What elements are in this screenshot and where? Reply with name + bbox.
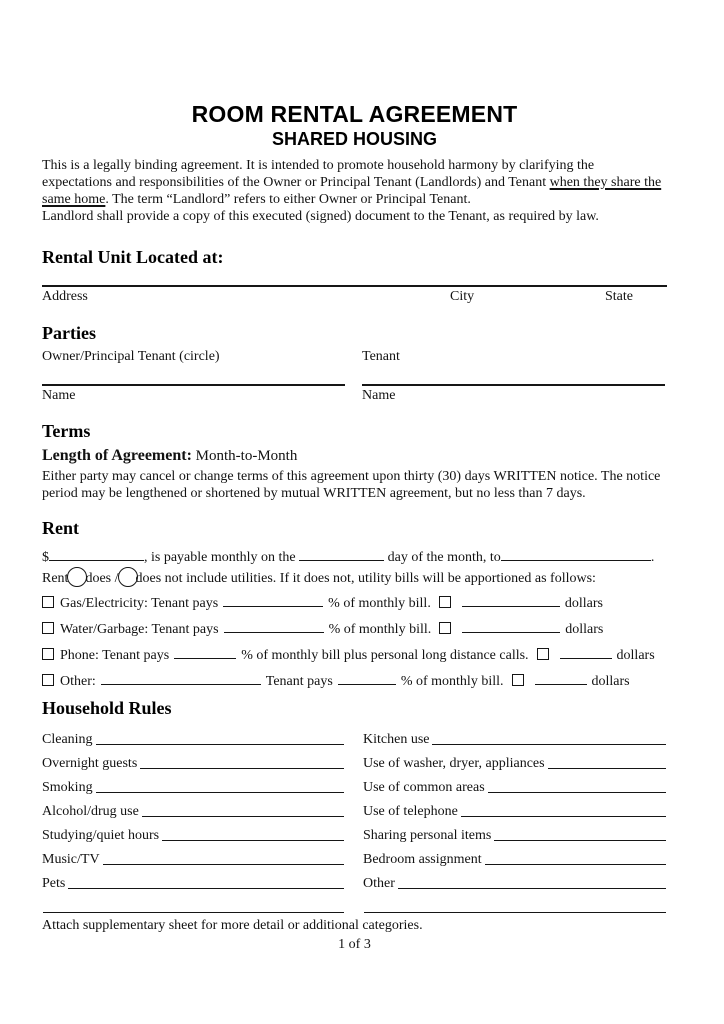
- utility-row-phone: [42, 646, 667, 664]
- gas-electricity-checkbox[interactable]: [42, 596, 54, 608]
- does-not-option-label: does not: [135, 571, 183, 586]
- name-labels-row: [42, 388, 667, 404]
- common-areas-label: Use of common areas: [363, 780, 485, 795]
- state-label: State: [605, 289, 633, 304]
- extra-rule-field-left[interactable]: [43, 912, 344, 913]
- rule-row: [42, 844, 667, 868]
- rent-amount-field[interactable]: [49, 548, 144, 561]
- water-percent-field[interactable]: [224, 620, 324, 633]
- rule-row: [42, 772, 667, 796]
- intro-text-after: . The term “Landlord” refers to either Owner or Principal Tenant.: [105, 192, 471, 207]
- intro-second-line: Landlord shall provide a copy of this executed (signed) document to the Tenant, as required by law.: [42, 209, 599, 224]
- cleaning-label: Cleaning: [42, 732, 93, 747]
- water-flat-amount-checkbox[interactable]: [439, 622, 451, 634]
- music-tv-label: Music/TV: [42, 852, 100, 867]
- water-garbage-label: Water/Garbage: Tenant pays: [60, 622, 219, 637]
- telephone-use-field[interactable]: [461, 816, 666, 817]
- gas-dollars-label: dollars: [564, 596, 603, 611]
- utility-row-water-garbage: [42, 620, 667, 638]
- owner-name-label: Name: [42, 388, 76, 403]
- section-heading-rent: Rent: [42, 518, 79, 538]
- other-flat-amount-checkbox[interactable]: [512, 674, 524, 686]
- tenant-name-line[interactable]: [362, 384, 665, 386]
- rule-row: [42, 820, 667, 844]
- section-heading-parties: Parties: [42, 323, 96, 343]
- cleaning-field[interactable]: [96, 744, 344, 745]
- option-separator: /: [111, 571, 119, 586]
- utilities-apportioned-text: include utilities. If it does not, utility bills will be apportioned as follows:: [182, 571, 596, 586]
- other-utility-name-field[interactable]: [101, 672, 261, 685]
- rent-amount-row: [42, 548, 667, 566]
- city-label: City: [450, 289, 475, 304]
- phone-percent-of-bill-text: % of monthly bill plus personal long distance calls.: [241, 648, 529, 663]
- document-subtitle: SHARED HOUSING: [271, 129, 437, 149]
- other-percent-field[interactable]: [338, 672, 396, 685]
- address-label: Address: [42, 289, 88, 304]
- cancellation-notice-paragraph: Either party may cancel or change terms of this agreement upon thirty (30) days WRITTEN notice. The notice period may be lengthened or shortened by mutual WRITTEN agreement, but no less than 7 days.: [42, 469, 661, 501]
- length-of-agreement-row: [42, 447, 667, 465]
- parties-labels-row: [42, 349, 667, 365]
- water-garbage-checkbox[interactable]: [42, 622, 54, 634]
- other-rule-field[interactable]: [398, 888, 666, 889]
- pets-field[interactable]: [68, 888, 344, 889]
- smoking-field[interactable]: [96, 792, 344, 793]
- does-not-circle-option[interactable]: [118, 567, 138, 587]
- phone-label: Phone: Tenant pays: [60, 648, 170, 663]
- gas-percent-of-bill-text: % of monthly bill.: [328, 596, 431, 611]
- section-heading-household-rules: Household Rules: [42, 698, 172, 718]
- rent-day-field[interactable]: [299, 548, 384, 561]
- pets-label: Pets: [42, 876, 66, 891]
- supplementary-note: Attach supplementary sheet for more detail or additional categories.: [42, 918, 423, 933]
- column-gap: [345, 384, 362, 386]
- does-option-label: does: [85, 571, 112, 586]
- intro-text-before: This is a legally binding agreement. It is intended to promote household harmony by clarifying the expectations and responsibilities of the Owner or Principal Tenant (Landlords) and Tenant: [42, 158, 595, 190]
- other-utility-checkbox[interactable]: [42, 674, 54, 686]
- owner-principal-tenant-label: Owner/Principal Tenant (circle): [42, 349, 220, 364]
- washer-dryer-label: Use of washer, dryer, appliances: [363, 756, 545, 771]
- rent-word: Rent: [42, 571, 69, 586]
- water-dollars-label: dollars: [565, 622, 604, 637]
- bedroom-assignment-field[interactable]: [485, 864, 666, 865]
- document-title: ROOM RENTAL AGREEMENT: [191, 101, 518, 127]
- phone-dollars-label: dollars: [616, 648, 655, 663]
- common-areas-field[interactable]: [488, 792, 666, 793]
- section-heading-rental-unit: Rental Unit Located at:: [42, 247, 224, 267]
- other-dollars-field[interactable]: [535, 672, 587, 685]
- document-content: [42, 0, 667, 953]
- other-percent-of-bill-text: % of monthly bill.: [400, 674, 504, 689]
- studying-quiet-hours-field[interactable]: [162, 840, 344, 841]
- utility-row-gas-electricity: [42, 594, 667, 612]
- rule-row: [42, 724, 667, 748]
- washer-dryer-field[interactable]: [548, 768, 666, 769]
- intro-paragraph: [42, 157, 667, 225]
- music-tv-field[interactable]: [103, 864, 344, 865]
- phone-percent-field[interactable]: [174, 646, 236, 659]
- utilities-included-row: [42, 567, 667, 587]
- extra-rule-field-right[interactable]: [364, 912, 666, 913]
- underlined-phrase: when they share the same home: [42, 175, 662, 207]
- owner-name-line[interactable]: [42, 384, 345, 386]
- gas-dollars-field[interactable]: [462, 594, 560, 607]
- tenant-name-label: Name: [362, 388, 396, 403]
- gas-electricity-label: Gas/Electricity: Tenant pays: [60, 596, 219, 611]
- rent-payto-text: day of the month, to: [384, 550, 501, 565]
- overnight-guests-field[interactable]: [140, 768, 344, 769]
- rent-payable-text: , is payable monthly on the: [144, 550, 300, 565]
- rule-row: [42, 868, 667, 892]
- alcohol-drug-use-field[interactable]: [142, 816, 344, 817]
- kitchen-use-label: Kitchen use: [363, 732, 430, 747]
- name-lines-row: [42, 384, 667, 386]
- other-dollars-label: dollars: [591, 674, 630, 689]
- rent-payee-field[interactable]: [501, 548, 651, 561]
- gas-percent-field[interactable]: [223, 594, 323, 607]
- section-heading-terms: Terms: [42, 421, 91, 441]
- utility-row-other: [42, 672, 667, 690]
- rent-line-period: .: [650, 550, 655, 565]
- dollar-sign: $: [42, 550, 49, 565]
- household-rules-grid: [42, 724, 667, 916]
- utility-apportionment-list: [42, 594, 667, 690]
- phone-checkbox[interactable]: [42, 648, 54, 660]
- length-of-agreement-label: Length of Agreement:: [42, 447, 192, 464]
- address-labels-row: [42, 287, 667, 305]
- water-percent-of-bill-text: % of monthly bill.: [328, 622, 432, 637]
- phone-flat-amount-checkbox[interactable]: [537, 648, 549, 660]
- tenant-label: Tenant: [362, 349, 400, 364]
- rule-row: [42, 748, 667, 772]
- water-dollars-field[interactable]: [462, 620, 560, 633]
- smoking-label: Smoking: [42, 780, 93, 795]
- alcohol-drug-use-label: Alcohol/drug use: [42, 804, 139, 819]
- rule-row: [42, 796, 667, 820]
- rule-row-blank: [42, 892, 667, 916]
- overnight-guests-label: Overnight guests: [42, 756, 138, 771]
- studying-quiet-hours-label: Studying/quiet hours: [42, 828, 160, 843]
- sharing-personal-items-field[interactable]: [494, 840, 666, 841]
- page-number: 1 of 3: [338, 937, 371, 952]
- other-utility-label: Other:: [60, 674, 96, 689]
- sharing-personal-items-label: Sharing personal items: [363, 828, 492, 843]
- bedroom-assignment-label: Bedroom assignment: [363, 852, 482, 867]
- gas-flat-amount-checkbox[interactable]: [439, 596, 451, 608]
- other-rule-label: Other: [363, 876, 395, 891]
- other-tenant-pays-text: Tenant pays: [265, 674, 333, 689]
- length-of-agreement-value: Month-to-Month: [195, 448, 298, 464]
- telephone-use-label: Use of telephone: [363, 804, 458, 819]
- phone-dollars-field[interactable]: [560, 646, 612, 659]
- kitchen-use-field[interactable]: [432, 744, 666, 745]
